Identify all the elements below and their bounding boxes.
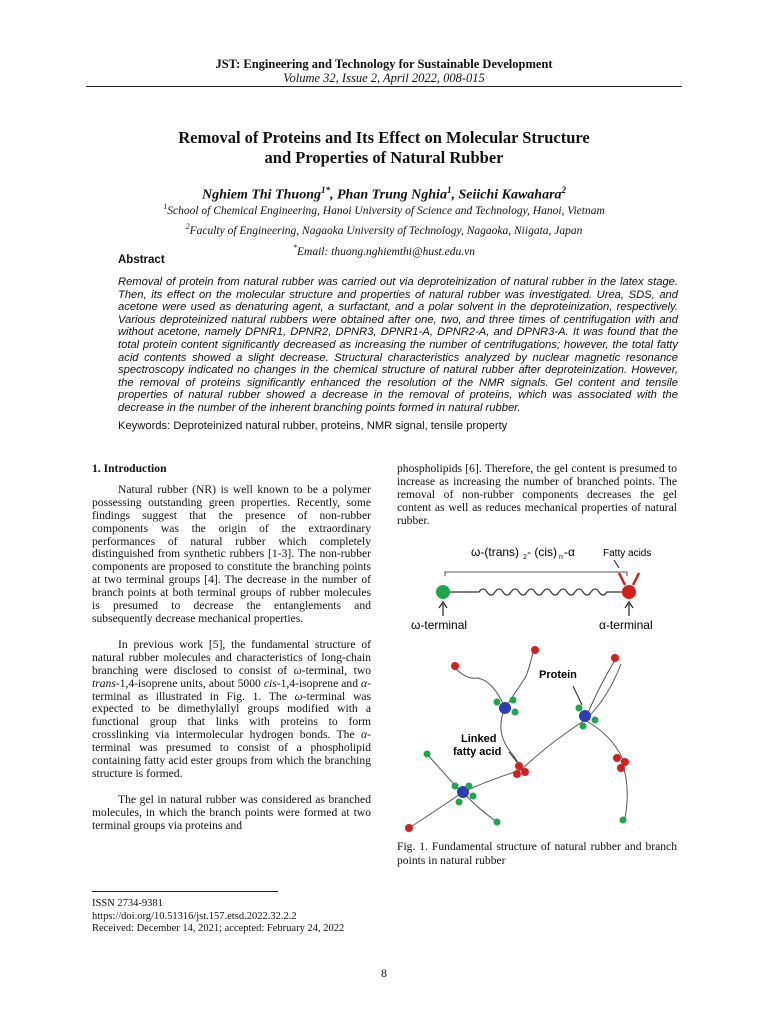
- formula-part: - (cis): [527, 545, 557, 559]
- email-text: Email: thuong.nghiemthi@hust.edu.vn: [297, 245, 475, 258]
- page-number: 8: [381, 966, 387, 980]
- journal-name: JST: Engineering and Technology for Sustainable Development: [215, 57, 553, 71]
- protein-pointer: [573, 686, 582, 705]
- abstract-text: Removal of protein from natural rubber was carried out via deproteinization of natural rubber in the latex stage. Then, its effect on the molecular structure and properties of natural rubber was investigated. Urea, SDS, and acetone were used as denaturing agent, a surfactant, and a polar solvent in the deproteinization, respectively. Various deproteinized natural rubbers were obtained after one, two, and three times of centrifugation with and without acetone, namely DPNR1, DPNR2, DPNR3, DPNR1-A, DPNR2-A, and DPNR3-A. It was found that the total protein content significantly decreased as increasing the number of centrifugations; however, the total fatty acid contents showed a slight decrease. Structural characteristics analyzed by nuclear magnetic resonance spectroscopy indicated no changes in the chemical structure of natural rubber after deproteinization. However, the removal of proteins significantly enhanced the resolution of the NMR signals. Gel content and tensile properties of natural rubber showed a decrease in the removal of proteins, which was associated with the decrease in the number of the inherent branching points formed in natural rubber.: [118, 276, 678, 414]
- received-dates: Received: December 14, 2021; accepted: February 24, 2022: [92, 923, 345, 935]
- section-heading: 1. Introduction: [92, 462, 167, 475]
- issn: ISSN 2734-9381: [92, 898, 163, 909]
- affil-text: School of Chemical Engineering, Hanoi University of Science and Technology, Hanoi, Vietnam: [167, 204, 605, 217]
- author-name: Phan Trung Nghia: [336, 187, 447, 203]
- abstract-heading: Abstract: [118, 254, 165, 266]
- omega-terminal-dot: [436, 585, 450, 599]
- paragraph: The gel in natural rubber was considered as branched molecules, in which the branch points were formed at two terminal groups via proteins and: [92, 792, 371, 832]
- chain-bracket: [445, 572, 627, 576]
- linked-fatty-acid-label: Linked: [461, 733, 497, 745]
- formula-part: n: [559, 554, 563, 561]
- pointer-arrow: [614, 560, 619, 568]
- author-email: [0, 240, 768, 260]
- author-name: Nghiem Thi Thuong: [201, 187, 321, 203]
- affil-text: Faculty of Engineering, Nagaoka University of Technology, Nagaoka, Niigata, Japan: [189, 225, 583, 238]
- protein-label: Protein: [539, 669, 577, 681]
- linked-pointer: [509, 752, 517, 762]
- linked-fatty-acid-label: fatty acid: [453, 746, 502, 758]
- affil-sup: *: [293, 242, 298, 252]
- keywords: Keywords: Deproteinized natural rubber, proteins, NMR signal, tensile property: [118, 420, 508, 432]
- paragraph: In previous work [5], the fundamental structure of natural rubber molecules and characteristics of long-chain branching were disclosed to consist of ω-terminal, two trans-1,4-isoprene units, about 5000 cis-1,4-isoprene and α-terminal as illustrated in Fig. 1. The ω-terminal was expected to be dimethylallyl groups modified with a functional group that links with proteins to form crosslinking via intermolecular hydrogen bonds. The α-terminal was presumed to consist of a phospholipid containing fatty acid ester groups from which the branching structure is formed.: [92, 637, 371, 780]
- rubber-chain: [445, 589, 629, 595]
- author-sup: 1: [446, 185, 452, 195]
- affiliation-1: [0, 199, 768, 219]
- journal-volume: Volume 32, Issue 2, April 2022, 008-015: [283, 71, 485, 85]
- formula-part: 2: [523, 554, 527, 561]
- author-sep: ,: [451, 187, 459, 203]
- intro-section: [92, 463, 371, 833]
- alpha-terminals: [405, 646, 629, 832]
- affiliation-2: [0, 219, 768, 239]
- paper-title: [0, 128, 768, 168]
- affil-sup: 1: [163, 202, 168, 211]
- omega-terminals: [424, 697, 627, 826]
- alpha-terminal-dot: [622, 585, 636, 599]
- affiliations: [0, 199, 768, 260]
- omega-terminal-label: ω-terminal: [411, 618, 468, 632]
- paragraph: Natural rubber (NR) is well known to be a polymer possessing outstanding green properties. Recently, some findings suggest that the presence of non-rubber components was the origin of the extraordinary performances of natural rubber which completely distinguished from synthetic rubbers [1-3]. The non-rubber components are proposed to constitute the branching points at two terminal groups [4]. The decrease in the number of branch points at both terminal groups of rubber molecules is presumed to decrease the entanglements and subsequently decrease mechanical properties.: [92, 482, 371, 625]
- author-sup: 2: [561, 185, 567, 195]
- fatty-acid-tails: [619, 573, 639, 585]
- formula-part: ω-(trans): [471, 545, 520, 559]
- title-line-1: Removal of Proteins and Its Effect on Molecular Structure: [178, 128, 590, 147]
- journal-header: [0, 57, 768, 85]
- protein-node: [579, 710, 591, 722]
- author-sep: ,: [329, 187, 337, 203]
- up-arrow: [439, 602, 447, 616]
- figure-1: [397, 540, 677, 842]
- alpha-terminal-label: α-terminal: [599, 618, 653, 632]
- formula-part: -α: [564, 545, 575, 559]
- affil-sup: 2: [185, 222, 190, 232]
- author-sup: 1*: [320, 185, 330, 195]
- footnote-divider: [92, 891, 278, 892]
- paragraph-continued: phospholipids [6]. Therefore, the gel content is presumed to increase as increasing the number of branched points. The removal of non-rubber components decreases the gel content as well as reduces mechanical properties of natural rubber.: [397, 462, 677, 527]
- fatty-acids-label: Fatty acids: [603, 548, 652, 559]
- header-divider: [86, 86, 682, 87]
- doi-link[interactable]: https://doi.org/10.51316/jst.157.etsd.2022.32.2.2: [92, 910, 297, 922]
- network-chains: [409, 652, 627, 828]
- figure-caption: Fig. 1. Fundamental structure of natural rubber and branch points in natural rubber: [397, 840, 677, 867]
- author-name: Seiichi Kawahara: [458, 187, 562, 203]
- up-arrow: [625, 602, 633, 616]
- title-line-2: and Properties of Natural Rubber: [264, 148, 504, 167]
- protein-node: [499, 702, 511, 714]
- footnote: [92, 898, 344, 936]
